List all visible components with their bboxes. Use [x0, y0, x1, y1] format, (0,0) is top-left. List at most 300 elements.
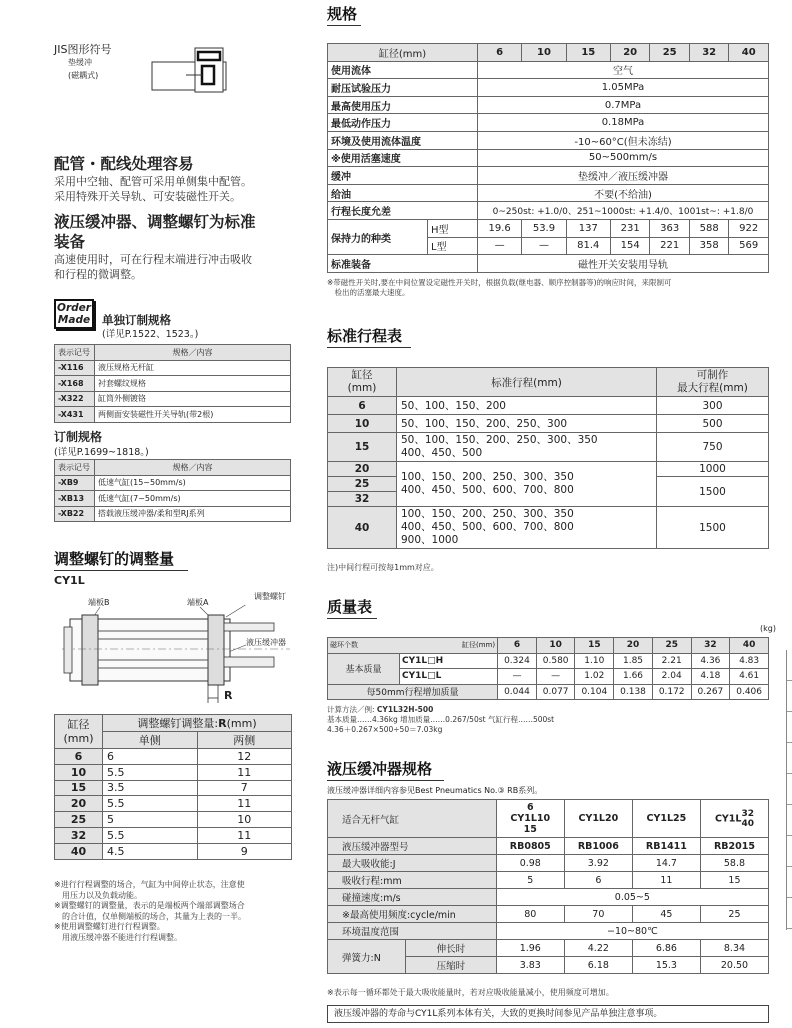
hold-type-h: H型 — [428, 219, 478, 237]
order-text: 低速气缸(15~50mm/s) — [95, 475, 291, 491]
bore-header: 32 — [689, 44, 729, 62]
mass-title: 质量表 — [327, 596, 377, 619]
shock-value: RB2015 — [700, 838, 768, 855]
shock-value: RB1411 — [632, 838, 700, 855]
order-code: -XB13 — [55, 491, 95, 507]
spec-label: 给油 — [328, 184, 478, 202]
shock-header-row — [328, 800, 769, 838]
mass-calc-line2: 基本质量……4.36kg 增加质量……0.267/50st 气缸行程……500st — [327, 715, 555, 724]
std-line: 50、100、150、200、250、300、350 — [401, 434, 598, 446]
shock-value: 8.34 — [700, 940, 768, 957]
mass-calc — [327, 705, 554, 735]
adjust-model: CY1L — [54, 574, 85, 587]
hold-value: — — [522, 237, 566, 255]
shock-label: 弹簧力:N — [328, 940, 406, 974]
adjust-note-line: ※调整螺钉的调整量，表示的是端板两个端部调整场合 — [54, 901, 245, 910]
single-cell: 5.5 — [103, 764, 198, 780]
adjust-header-single: 单侧 — [103, 732, 198, 749]
stroke-header-max-l2: 最大行程(mm) — [677, 382, 748, 394]
order-code: -X116 — [55, 360, 95, 376]
adjust-note-line: ※进行行程调整的场合，气缸为中间停止状态，注意使 — [54, 880, 245, 889]
bore-header: 10 — [522, 44, 566, 62]
spec-label: 最高使用压力 — [328, 96, 478, 114]
single-cell: 5.5 — [103, 827, 198, 843]
bore-header: 25 — [652, 638, 691, 654]
order-text: 衬套螺纹规格 — [95, 376, 291, 392]
order-icon-line1: Order — [57, 302, 91, 314]
shock-cyl-1 — [496, 800, 564, 838]
shock-value: 3.83 — [496, 957, 564, 974]
shock-value: 14.7 — [632, 855, 700, 872]
mass-calc-prefix: 计算方法／例: — [327, 705, 377, 714]
table-row — [328, 923, 769, 940]
std-line: 900、1000 — [401, 534, 459, 546]
table-row — [328, 255, 769, 273]
mass-value: 4.83 — [730, 653, 769, 669]
bore-cell: 10 — [328, 415, 397, 433]
feature2-title-line1: 液压缓冲器、调整螺钉为标准 — [54, 213, 256, 231]
feature1-title: 配管・配线处理容易 — [54, 155, 194, 173]
label-plate-a: 端板A — [187, 598, 209, 607]
adjust-note-line: 用压力以及负载动能。 — [54, 890, 142, 900]
mass-value: 2.21 — [652, 653, 691, 669]
stroke-header-bore-l2: (mm) — [347, 382, 377, 394]
bore-header: 15 — [566, 44, 610, 62]
shock-label: ※最高使用频度:cycle/min — [328, 906, 497, 923]
adjust-header-bore-l1: 缸径 — [67, 717, 90, 731]
shock-value: 6.86 — [632, 940, 700, 957]
spec-label: 缓冲 — [328, 167, 478, 185]
both-cell: 10 — [197, 812, 292, 828]
adjust-header-amount-r: R — [218, 717, 227, 730]
single-cell: 5 — [103, 812, 198, 828]
table-row — [328, 202, 769, 220]
mass-value: 4.18 — [691, 669, 730, 685]
std-line: 400、450、500、600、700、800 — [401, 521, 574, 533]
adjust-header-bore — [55, 715, 103, 749]
adjust-diagram — [60, 605, 292, 705]
order-made-icon — [54, 299, 94, 329]
mass-value: 0.267 — [691, 684, 730, 700]
mass-value: 0.077 — [536, 684, 575, 700]
hold-value: 81.4 — [566, 237, 610, 255]
bore-header: 6 — [478, 44, 522, 62]
spec-label: 最低动作压力 — [328, 114, 478, 132]
shock-cyl-1-l1: 6 — [526, 802, 534, 813]
stroke-header-std: 标准行程(mm) — [397, 368, 657, 397]
both-cell: 12 — [197, 749, 292, 765]
shock-value: 0.05~5 — [496, 889, 768, 906]
max-cell: 1000 — [657, 462, 769, 477]
shock-value: 70 — [564, 906, 632, 923]
table-row — [328, 167, 769, 185]
bore-cell: 40 — [55, 843, 103, 859]
table-row — [328, 149, 769, 167]
page-edge-tabs — [786, 650, 792, 930]
single-cell: 6 — [103, 749, 198, 765]
spec-header-row — [328, 44, 769, 62]
mass-unit: (kg) — [760, 624, 776, 633]
both-cell: 11 — [197, 796, 292, 812]
mass-value: 0.044 — [498, 684, 537, 700]
adjust-header-amount-text: 调整螺钉调整量: — [137, 717, 219, 730]
order-code: -X168 — [55, 376, 95, 392]
shock-cyl-4-top: 32 — [741, 808, 754, 819]
bore-header: 6 — [498, 638, 537, 654]
hold-value: 588 — [689, 219, 729, 237]
shock-cyl-2: CY1L20 — [564, 800, 632, 838]
std-cell: 50、100、150、200、250、300 — [397, 415, 657, 433]
table-row — [328, 184, 769, 202]
table-row — [328, 96, 769, 114]
spec-value: 垫缓冲／液压缓冲器 — [478, 167, 769, 185]
bore-cell: 25 — [55, 812, 103, 828]
mass-value: — — [498, 669, 537, 685]
order-code: -XB9 — [55, 475, 95, 491]
spec-value: -10~60°C(但未冻结) — [478, 131, 769, 149]
mass-value: 1.02 — [575, 669, 614, 685]
shock-note: ※表示每一循环都处于最大吸收能量时，若对应吸收能量减小，使用频度可增加。 — [327, 988, 614, 997]
order-icon-line2: Made — [57, 314, 91, 326]
table-row — [55, 491, 291, 507]
shock-label: 碰撞速度:m/s — [328, 889, 497, 906]
bore-cell: 32 — [55, 827, 103, 843]
mass-value: 0.580 — [536, 653, 575, 669]
order-text: 搭载液压缓冲器/柔和型RJ系列 — [95, 506, 291, 522]
jis-symbol — [150, 44, 230, 96]
shock-value: 58.8 — [700, 855, 768, 872]
shock-label: 吸收行程:mm — [328, 872, 497, 889]
mass-value: 1.66 — [614, 669, 653, 685]
order-text: 缸筒外侧镀铬 — [95, 391, 291, 407]
std-cell — [397, 462, 657, 507]
shock-value: 80 — [496, 906, 564, 923]
stroke-header-bore — [328, 368, 397, 397]
mass-value: — — [536, 669, 575, 685]
hold-value: 231 — [610, 219, 650, 237]
bore-cell: 15 — [328, 433, 397, 462]
hold-value: 221 — [650, 237, 690, 255]
mass-value: 4.61 — [730, 669, 769, 685]
table-row — [55, 391, 291, 407]
table-row — [55, 749, 292, 765]
std-line: 400、450、500 — [401, 447, 483, 459]
adjust-header-amount — [103, 715, 292, 732]
stroke-header-bore-l1: 缸径 — [351, 369, 373, 381]
shock-value: 6.18 — [564, 957, 632, 974]
std-line: 100、150、200、250、300、350 — [401, 471, 574, 483]
spec-note-line: ※带磁性开关时,要在中间位置设定磁性开关时，根据负载(继电器、顺序控制器等)的响应时间，来限制可 — [327, 278, 672, 287]
order-text: 低速气缸(7~50mm/s) — [95, 491, 291, 507]
hold-type-l: L型 — [428, 237, 478, 255]
shock-value: 4.22 — [564, 940, 632, 957]
bore-header: 32 — [691, 638, 730, 654]
std-cell: 50、100、150、200 — [397, 397, 657, 415]
spec-label: 标准装备 — [328, 255, 478, 273]
shock-value: 45 — [632, 906, 700, 923]
bore-header: 15 — [575, 638, 614, 654]
order1-header-code: 表示记号 — [55, 345, 95, 361]
adjust-title: 调整螺钉的调整量 — [54, 548, 188, 571]
adjust-notes — [54, 880, 299, 943]
bore-cell: 10 — [55, 764, 103, 780]
mass-value: 0.324 — [498, 653, 537, 669]
order2-header-code: 表示记号 — [55, 460, 95, 476]
max-cell: 1500 — [657, 507, 769, 549]
shock-cyl-4 — [700, 800, 768, 838]
table-row — [328, 397, 769, 415]
table-row — [328, 415, 769, 433]
hold-value: 154 — [610, 237, 650, 255]
spec-label: 环境及使用流体温度 — [328, 131, 478, 149]
mass-value: 1.85 — [614, 653, 653, 669]
mass-value: 2.04 — [652, 669, 691, 685]
bore-cell: 25 — [328, 477, 397, 492]
table-row — [55, 780, 292, 796]
shock-value: RB0805 — [496, 838, 564, 855]
spec-value: 0~250st: +1.0/0、251~1000st: +1.4/0、1001st~: +1.8/0 — [478, 202, 769, 220]
max-cell: 500 — [657, 415, 769, 433]
order-code: -X322 — [55, 391, 95, 407]
order-text: 两侧面安装磁性开关导轨(带2根) — [95, 407, 291, 423]
order1-header-spec: 规格／内容 — [95, 345, 291, 361]
max-cell: 750 — [657, 433, 769, 462]
spec-title: 规格 — [327, 3, 361, 26]
max-cell: 300 — [657, 397, 769, 415]
table-row — [328, 684, 769, 700]
table-row — [328, 855, 769, 872]
mass-calc-line1 — [327, 705, 554, 715]
std-line: 100、150、200、250、300、350 — [401, 508, 574, 520]
shock-value: RB1006 — [564, 838, 632, 855]
spec-value: 1.05MPa — [478, 79, 769, 97]
bore-cell: 6 — [328, 397, 397, 415]
hold-value: 19.6 — [478, 219, 522, 237]
mass-calc-model: CY1L32H-500 — [376, 705, 434, 714]
jis-label: JIS图形符号 — [54, 43, 112, 56]
shock-label: 环境温度范围 — [328, 923, 497, 940]
hold-value: 569 — [729, 237, 769, 255]
bore-cell: 15 — [55, 780, 103, 796]
order1-header-row — [55, 345, 291, 361]
order1-table — [54, 344, 291, 423]
std-line: 400、450、500、600、700、800 — [401, 484, 574, 496]
table-row — [55, 812, 292, 828]
label-adjust-screw: 调整螺钉 — [254, 592, 286, 601]
spec-label: 使用流体 — [328, 61, 478, 79]
table-row — [328, 79, 769, 97]
mass-value: 0.104 — [575, 684, 614, 700]
mass-header-row — [328, 638, 769, 654]
bore-header: 10 — [536, 638, 575, 654]
shock-sublabel: 压缩时 — [406, 957, 497, 974]
mass-model-l: CY1L□L — [400, 669, 498, 685]
shock-value: 11 — [632, 872, 700, 889]
adjust-note-line: 用液压缓冲器不能进行行程调整。 — [54, 932, 182, 942]
spec-value: 50~500mm/s — [478, 149, 769, 167]
both-cell: 11 — [197, 764, 292, 780]
shock-value: 15.3 — [632, 957, 700, 974]
spec-value: 0.18MPa — [478, 114, 769, 132]
table-row — [328, 114, 769, 132]
mass-header-item: 磁环个数 — [330, 641, 358, 650]
shock-value: 6 — [564, 872, 632, 889]
adjust-header-row — [55, 715, 292, 732]
hold-value: 137 — [566, 219, 610, 237]
shock-ref: 液压缓冲器详细内容参见Best Pneumatics No.③ RB系列。 — [327, 786, 543, 795]
table-row — [328, 219, 769, 237]
table-row — [328, 906, 769, 923]
stroke-note: 注)中间行程可按每1mm对应。 — [327, 563, 439, 572]
spec-label: ※使用活塞速度 — [328, 149, 478, 167]
stroke-title: 标准行程表 — [327, 325, 411, 348]
bore-header: 20 — [614, 638, 653, 654]
feature2-line2: 和行程的微调整。 — [54, 268, 142, 281]
mass-table — [327, 637, 769, 700]
spec-label: 保持力的种类 — [328, 219, 428, 254]
shock-label: 最大吸收能:J — [328, 855, 497, 872]
shock-sublabel: 伸长时 — [406, 940, 497, 957]
order2-header-spec: 规格／内容 — [95, 460, 291, 476]
table-row — [328, 872, 769, 889]
both-cell: 11 — [197, 827, 292, 843]
mass-add-label: 每50mm行程增加质量 — [328, 684, 498, 700]
spec-value: 不要(不给油) — [478, 184, 769, 202]
stroke-header-max-l1: 可制作 — [696, 369, 729, 381]
order2-title: 订制规格 — [54, 430, 103, 444]
feature2-title-line2: 装备 — [54, 233, 86, 251]
stroke-table — [327, 367, 769, 549]
bore-cell: 40 — [328, 507, 397, 549]
table-row — [328, 61, 769, 79]
hold-value: 53.9 — [522, 219, 566, 237]
spec-value: 磁性开关安装用导轨 — [478, 255, 769, 273]
shock-value: 0.98 — [496, 855, 564, 872]
adjust-header-amount-unit: (mm) — [226, 717, 257, 730]
shock-cyl-4-bot: 40 — [741, 818, 754, 829]
std-cell — [397, 507, 657, 549]
max-cell: 1500 — [657, 477, 769, 507]
shock-label: 液压缓冲器型号 — [328, 838, 497, 855]
order1-ref: (详见P.1522、1523。) — [102, 329, 199, 340]
table-row — [55, 843, 292, 859]
feature2-line1: 高速使用时，可在行程末端进行冲击吸收 — [54, 253, 252, 266]
adjust-header-both: 两侧 — [197, 732, 292, 749]
bore-header: 20 — [610, 44, 650, 62]
shock-value: 15 — [700, 872, 768, 889]
mass-value: 0.406 — [730, 684, 769, 700]
bore-cell: 6 — [55, 749, 103, 765]
table-row — [328, 507, 769, 549]
feature1-line2: 采用特殊开关导轨、可安装磁性开关。 — [54, 190, 241, 203]
adjust-table — [54, 714, 292, 860]
hold-value: 363 — [650, 219, 690, 237]
shock-cyl-3: CY1L25 — [632, 800, 700, 838]
order-code: -X431 — [55, 407, 95, 423]
spec-label: 行程长度允差 — [328, 202, 478, 220]
spec-note — [327, 278, 787, 298]
feature1-line1: 采用中空轴、配管可采用单侧集中配管。 — [54, 175, 252, 188]
mass-model-h: CY1L□H — [400, 653, 498, 669]
spec-value: 空气 — [478, 61, 769, 79]
adjust-note-line: ※使用调整螺钉进行行程调整。 — [54, 922, 165, 931]
shock-table — [327, 799, 769, 974]
table-row — [328, 889, 769, 906]
hold-value: 358 — [689, 237, 729, 255]
single-cell: 3.5 — [103, 780, 198, 796]
bore-header: 40 — [730, 638, 769, 654]
table-row — [55, 360, 291, 376]
table-row — [55, 475, 291, 491]
order-code: -XB22 — [55, 506, 95, 522]
table-row — [55, 827, 292, 843]
shock-value: 5 — [496, 872, 564, 889]
shock-value: 1.96 — [496, 940, 564, 957]
spec-header-bore: 缸径(mm) — [328, 44, 478, 62]
stroke-header-row — [328, 368, 769, 397]
single-cell: 5.5 — [103, 796, 198, 812]
table-row — [55, 376, 291, 392]
std-cell — [397, 433, 657, 462]
mass-header-cell — [328, 638, 498, 654]
order2-ref: (详见P.1699~1818。) — [54, 447, 149, 458]
order-text: 液压规格无杆缸 — [95, 360, 291, 376]
both-cell: 9 — [197, 843, 292, 859]
adjust-note-line: 的合计值，仅单侧端板的场合，其量为上表的一半。 — [54, 911, 246, 921]
table-row — [55, 506, 291, 522]
mass-value: 0.172 — [652, 684, 691, 700]
hold-value: — — [478, 237, 522, 255]
bore-header: 25 — [650, 44, 690, 62]
shock-cyl-4-main: CY1L — [714, 813, 742, 824]
adjust-header-bore-l2: (mm) — [63, 731, 94, 745]
label-plate-b: 端板B — [88, 598, 110, 607]
shock-title: 液压缓冲器规格 — [327, 758, 444, 781]
shock-value: 25 — [700, 906, 768, 923]
table-row — [328, 653, 769, 669]
shock-cyl-1-l3: 15 — [523, 824, 537, 835]
shock-value: 20.50 — [700, 957, 768, 974]
table-row — [328, 838, 769, 855]
shock-value: −10~80℃ — [496, 923, 768, 940]
jis-sub1: 垫缓冲 — [68, 58, 92, 67]
both-cell: 7 — [197, 780, 292, 796]
label-shock-absorber: 液压缓冲器 — [246, 638, 286, 647]
mass-value: 0.138 — [614, 684, 653, 700]
hold-value: 922 — [729, 219, 769, 237]
shock-header-cyl: 适合无杆气缸 — [328, 800, 497, 838]
table-row — [328, 433, 769, 462]
table-row — [328, 462, 769, 477]
single-cell: 4.5 — [103, 843, 198, 859]
table-row — [55, 796, 292, 812]
order2-header-row — [55, 460, 291, 476]
label-r: R — [224, 689, 233, 702]
order1-title: 单独订制规格 — [102, 313, 171, 327]
stroke-header-max — [657, 368, 769, 397]
table-row — [55, 764, 292, 780]
spec-table — [327, 43, 769, 273]
order2-table — [54, 459, 291, 522]
mass-value: 4.36 — [691, 653, 730, 669]
table-row — [55, 407, 291, 423]
table-row — [328, 131, 769, 149]
bore-cell: 20 — [328, 462, 397, 477]
spec-label: 耐压试验压力 — [328, 79, 478, 97]
mass-calc-line3: 4.36＋0.267×500÷50＝7.03kg — [327, 725, 443, 734]
mass-header-bore: 缸径(mm) — [462, 641, 496, 650]
spec-value: 0.7MPa — [478, 96, 769, 114]
